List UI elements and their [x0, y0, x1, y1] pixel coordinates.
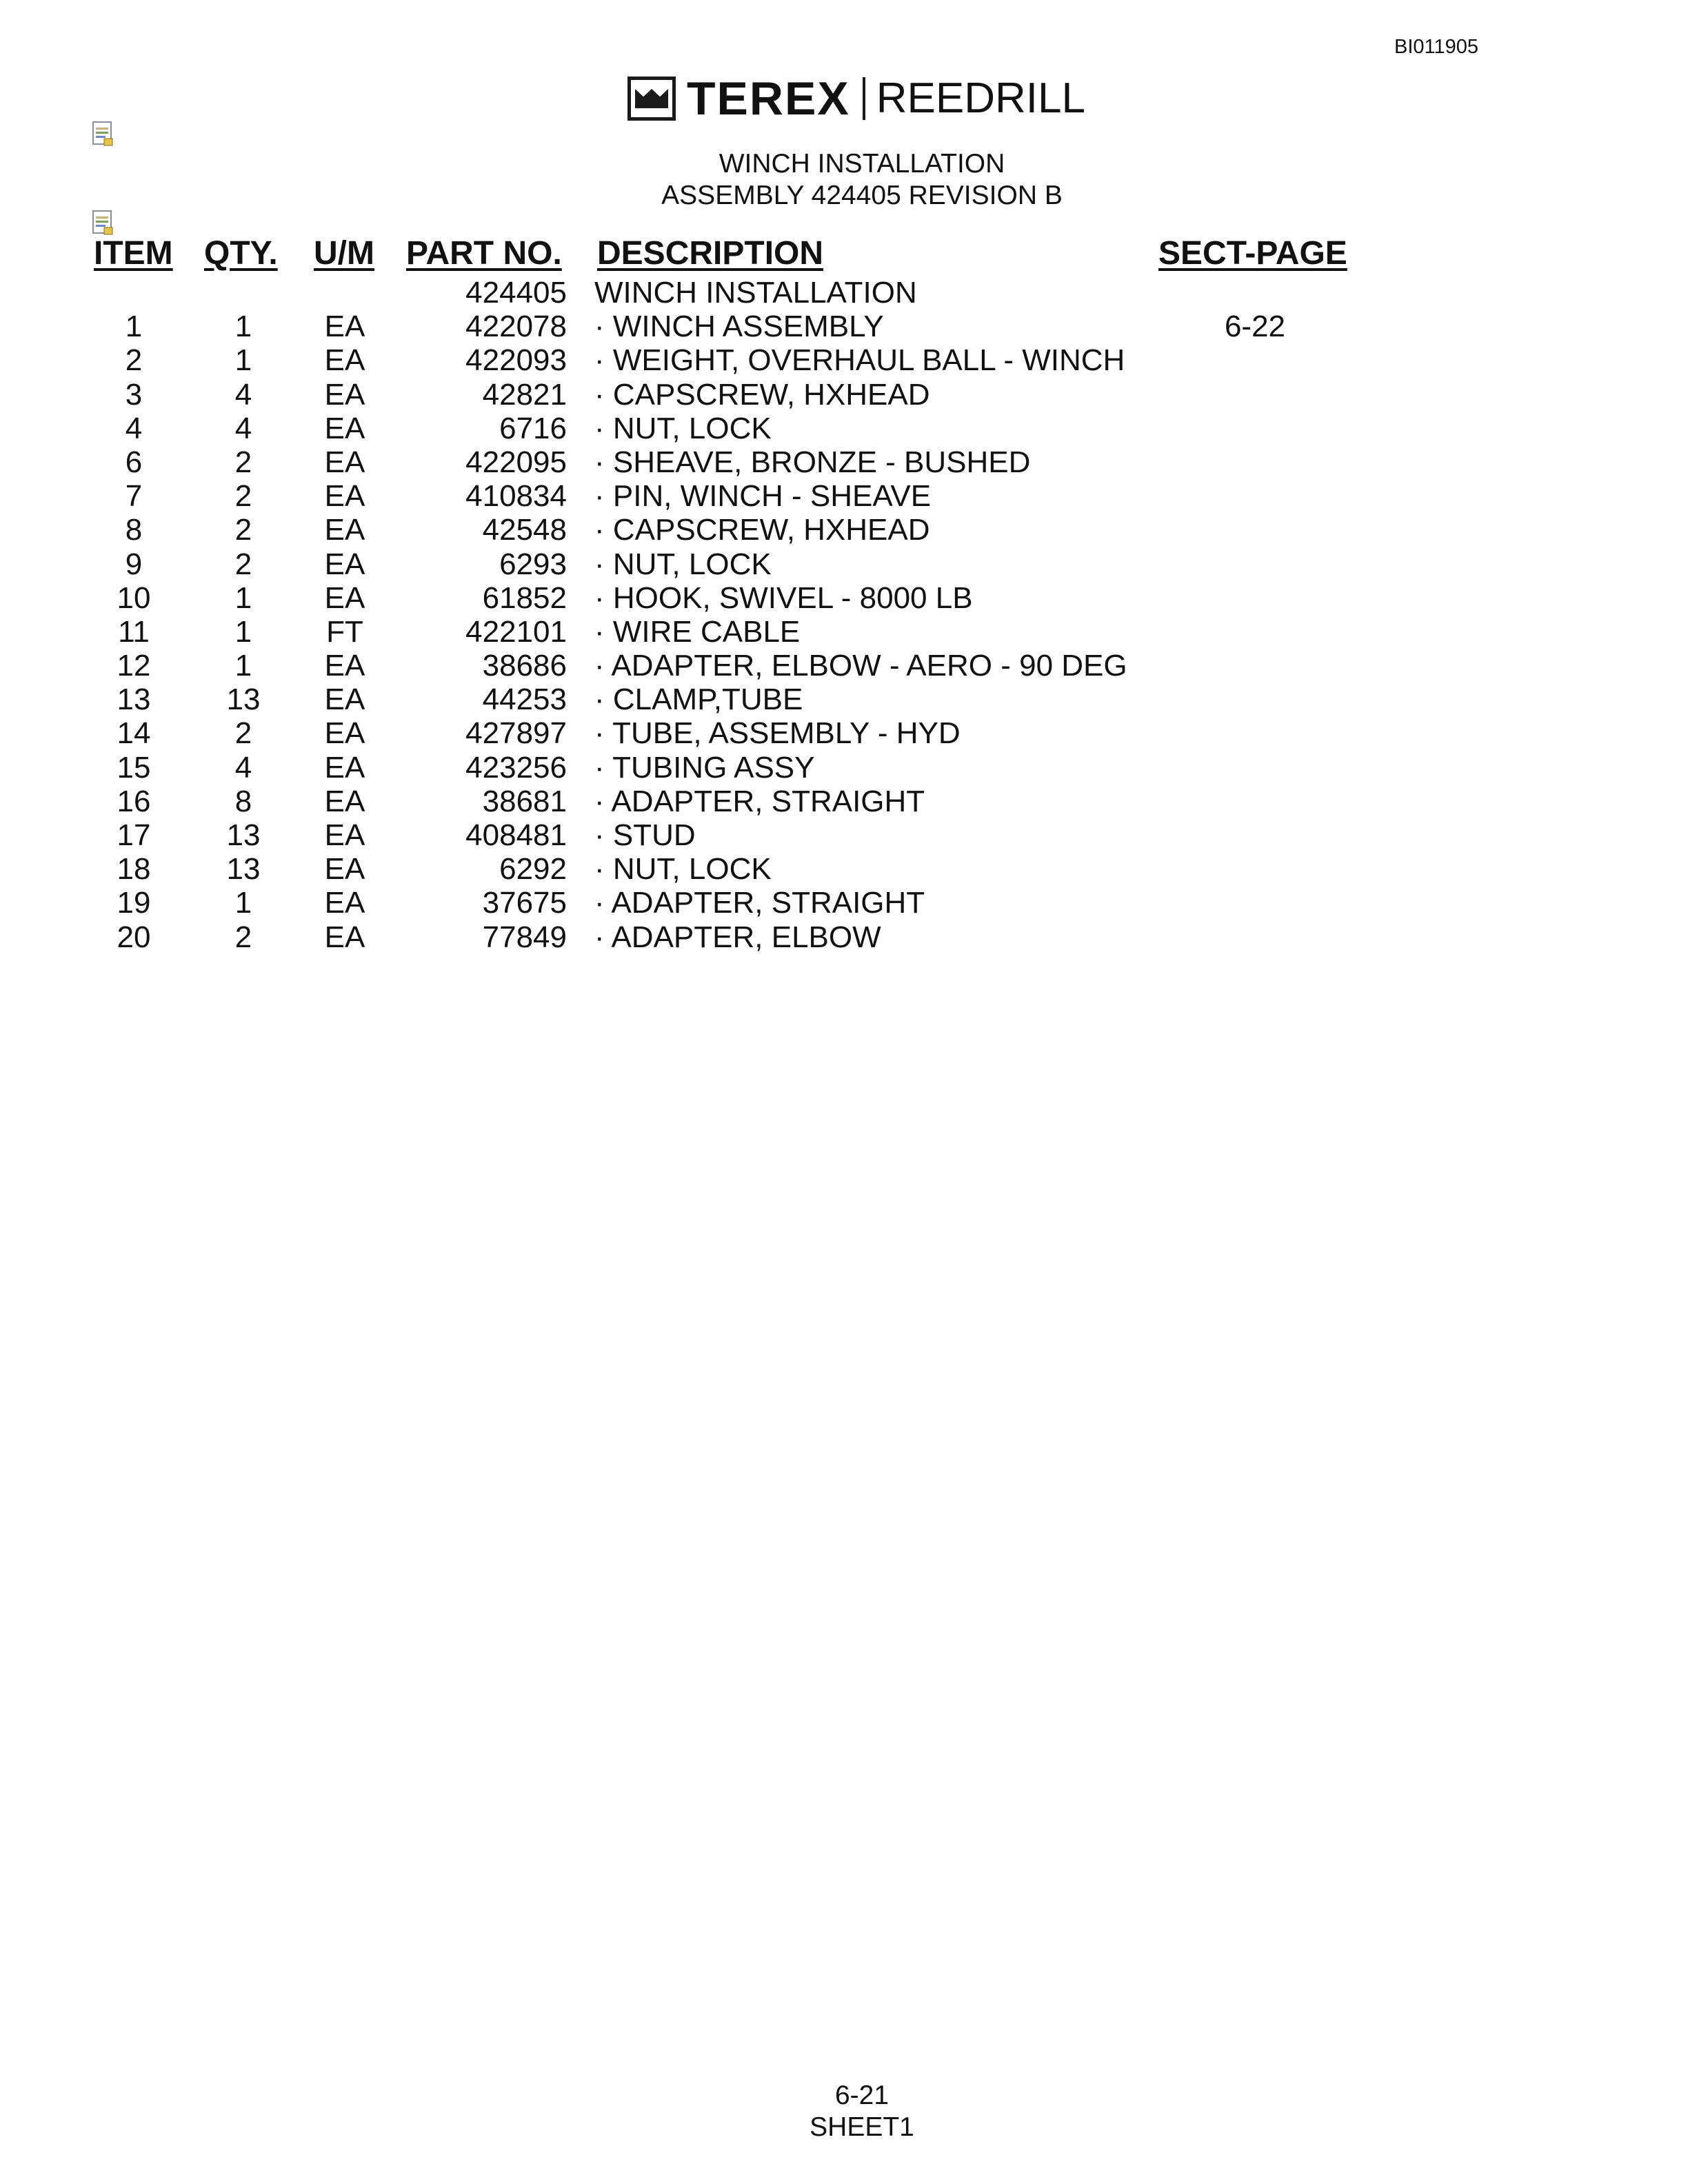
part-number: 42821 [482, 377, 567, 412]
unit-of-measure: EA [324, 920, 365, 954]
table-row [0, 513, 1688, 547]
item-number: 2 [125, 343, 143, 378]
description: · SHEAVE, BRONZE - BUSHED [594, 445, 1031, 479]
sheet-label: SHEET1 [810, 2112, 914, 2142]
part-number: 6293 [499, 547, 567, 581]
table-row [0, 649, 1688, 682]
item-number: 11 [118, 614, 150, 649]
part-number: 42548 [482, 513, 567, 547]
item-number: 19 [117, 886, 151, 920]
description: · WINCH ASSEMBLY [594, 310, 884, 344]
table-row [0, 276, 1688, 310]
quantity: 1 [234, 580, 252, 615]
table-row [0, 886, 1688, 920]
item-number: 10 [117, 580, 151, 615]
description: WINCH INSTALLATION [594, 276, 917, 310]
item-number: 12 [117, 649, 151, 683]
item-number: 17 [117, 818, 151, 852]
item-number: 18 [117, 852, 151, 887]
part-number: 61852 [482, 580, 567, 615]
table-row [0, 785, 1688, 818]
description: · NUT, LOCK [594, 852, 772, 887]
table-row [0, 547, 1688, 581]
description: · NUT, LOCK [594, 547, 772, 581]
part-number: 410834 [465, 479, 567, 514]
unit-of-measure: EA [324, 513, 365, 547]
quantity: 13 [226, 682, 261, 717]
document-title: WINCH INSTALLATION [719, 149, 1005, 179]
item-number: 9 [125, 547, 143, 581]
table-row [0, 852, 1688, 886]
quantity: 2 [234, 547, 252, 581]
unit-of-measure: EA [324, 852, 365, 887]
description: · TUBE, ASSEMBLY - HYD [594, 716, 961, 751]
quantity: 8 [234, 784, 252, 818]
part-number: 422101 [465, 614, 567, 649]
item-number: 3 [125, 377, 143, 412]
assembly-subtitle: ASSEMBLY 424405 REVISION B [661, 181, 1063, 210]
table-row [0, 818, 1688, 852]
sect-page: 6-22 [1224, 310, 1286, 344]
quantity: 2 [234, 513, 252, 547]
description: · NUT, LOCK [594, 411, 772, 445]
description: · STUD [594, 818, 696, 852]
table-header [0, 234, 1688, 276]
table-row [0, 479, 1688, 513]
column-header-um: U/M [314, 235, 374, 272]
unit-of-measure: EA [324, 343, 365, 378]
description: · ADAPTER, STRAIGHT [594, 784, 925, 818]
part-number: 38686 [482, 649, 567, 683]
parts-list [0, 276, 1688, 954]
description: · CAPSCREW, HXHEAD [594, 377, 930, 412]
unit-of-measure: EA [324, 479, 365, 514]
terex-crown-icon [627, 77, 676, 121]
table-row [0, 343, 1688, 377]
quantity: 2 [234, 920, 252, 954]
quantity: 2 [234, 716, 252, 751]
table-row [0, 716, 1688, 750]
unit-of-measure: EA [324, 411, 365, 445]
part-number: 44253 [482, 682, 567, 717]
quantity: 13 [226, 818, 261, 852]
unit-of-measure: EA [324, 682, 365, 717]
item-number: 7 [125, 479, 143, 514]
terex-reedrill-logo [627, 74, 1085, 123]
table-row [0, 445, 1688, 479]
quantity: 1 [234, 343, 252, 378]
quantity: 13 [226, 852, 261, 887]
logo-brand: TEREX [687, 72, 850, 125]
unit-of-measure: EA [324, 818, 365, 852]
unit-of-measure: EA [324, 649, 365, 683]
quantity: 1 [234, 614, 252, 649]
item-number: 20 [117, 920, 151, 954]
logo-divider [863, 77, 865, 120]
part-number: 6716 [499, 411, 567, 445]
description: · CLAMP,TUBE [594, 682, 803, 717]
part-number: 422078 [465, 310, 567, 344]
quantity: 4 [234, 377, 252, 412]
unit-of-measure: EA [324, 310, 365, 344]
part-number: 37675 [482, 886, 567, 920]
table-row [0, 751, 1688, 785]
table-row [0, 581, 1688, 615]
table-row [0, 615, 1688, 649]
unit-of-measure: EA [324, 750, 365, 785]
document-link-icon[interactable] [92, 210, 115, 236]
description: · TUBING ASSY [594, 750, 815, 785]
unit-of-measure: EA [324, 716, 365, 751]
part-number: 38681 [482, 784, 567, 818]
unit-of-measure: EA [324, 886, 365, 920]
document-id: BI011905 [1394, 36, 1479, 58]
item-number: 4 [125, 411, 143, 445]
item-number: 8 [125, 513, 143, 547]
part-number: 427897 [465, 716, 567, 751]
description: · ADAPTER, ELBOW [594, 920, 881, 954]
item-number: 15 [117, 750, 151, 785]
unit-of-measure: FT [326, 614, 363, 649]
item-number: 6 [125, 445, 143, 479]
quantity: 1 [234, 310, 252, 344]
quantity: 1 [234, 886, 252, 920]
unit-of-measure: EA [324, 547, 365, 581]
part-number: 422093 [465, 343, 567, 378]
quantity: 4 [234, 411, 252, 445]
column-header-qty: QTY. [204, 235, 278, 272]
item-number: 14 [117, 716, 151, 751]
item-number: 16 [117, 784, 151, 818]
part-number: 422095 [465, 445, 567, 479]
unit-of-measure: EA [324, 377, 365, 412]
description: · WIRE CABLE [594, 614, 801, 649]
description: · ADAPTER, ELBOW - AERO - 90 DEG [594, 649, 1127, 683]
page-number: 6-21 [834, 2081, 890, 2110]
part-number: 6292 [499, 852, 567, 887]
description: · WEIGHT, OVERHAUL BALL - WINCH [594, 343, 1125, 378]
part-number: 424405 [465, 276, 567, 310]
quantity: 1 [234, 649, 252, 683]
logo-product: REEDRILL [876, 74, 1085, 122]
unit-of-measure: EA [324, 445, 365, 479]
table-row [0, 378, 1688, 412]
document-link-icon[interactable] [92, 121, 115, 147]
part-number: 423256 [465, 750, 567, 785]
table-row [0, 412, 1688, 445]
unit-of-measure: EA [324, 784, 365, 818]
table-row [0, 682, 1688, 716]
part-number: 77849 [482, 920, 567, 954]
quantity: 2 [234, 479, 252, 514]
table-row [0, 310, 1688, 343]
item-number: 1 [125, 310, 143, 344]
description: · ADAPTER, STRAIGHT [594, 886, 925, 920]
column-header-sect-page: SECT-PAGE [1158, 235, 1347, 272]
quantity: 2 [234, 445, 252, 479]
part-number: 408481 [465, 818, 567, 852]
item-number: 13 [117, 682, 151, 717]
unit-of-measure: EA [324, 580, 365, 615]
description: · PIN, WINCH - SHEAVE [594, 479, 932, 514]
quantity: 4 [234, 750, 252, 785]
column-header-part-no: PART NO. [406, 235, 562, 272]
description: · HOOK, SWIVEL - 8000 LB [594, 580, 973, 615]
column-header-description: DESCRIPTION [597, 235, 824, 272]
description: · CAPSCREW, HXHEAD [594, 513, 930, 547]
column-header-item: ITEM [94, 235, 173, 272]
table-row [0, 920, 1688, 954]
